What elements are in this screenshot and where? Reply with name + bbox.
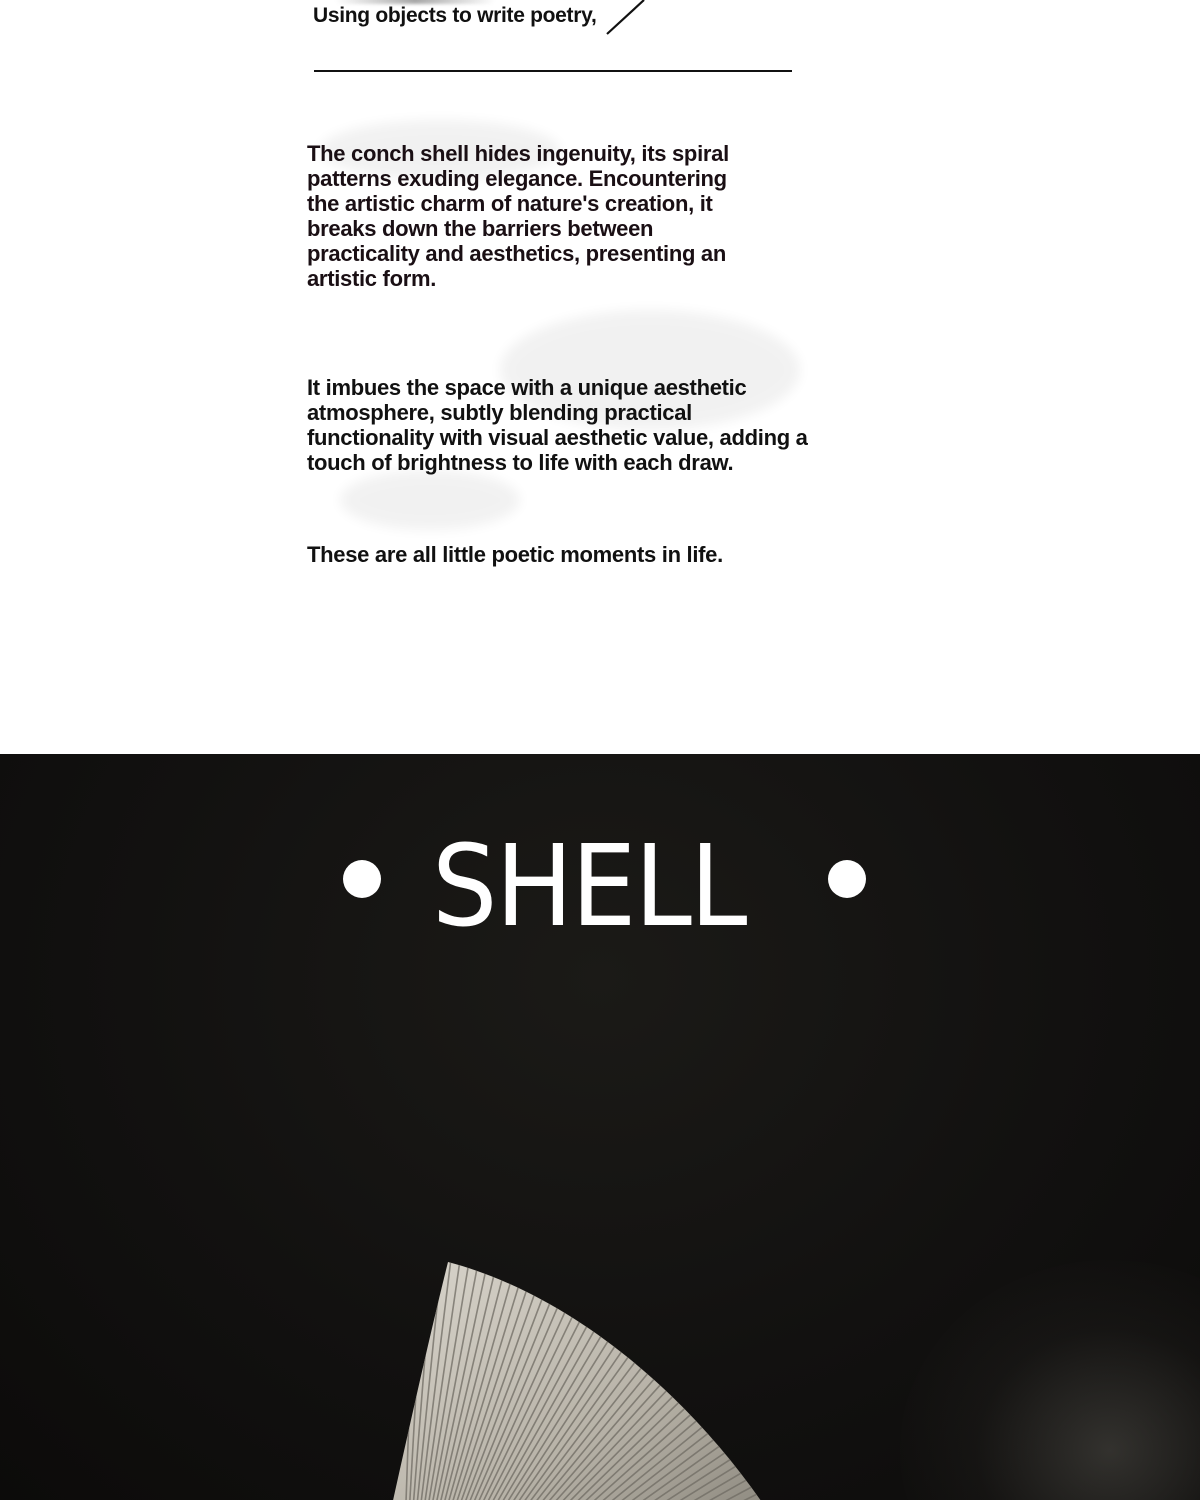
hero-section: [0, 754, 1200, 1500]
paragraph-conch-shell: The conch shell hides ingenuity, its spiral patterns exuding elegance. Encountering the artistic charm of nature's creation, it breaks down the barriers between practicality and aesthetics, presenting an artistic form.: [307, 141, 729, 291]
background-glow: [900, 1260, 1200, 1500]
tagline: Using objects to write poetry,: [313, 4, 597, 27]
ribbed-shell-image: [340, 1254, 860, 1500]
section-divider: [314, 70, 792, 72]
left-dot-ornament: [343, 860, 381, 898]
right-dot-ornament: [828, 860, 866, 898]
paragraph-poetic-moments: These are all little poetic moments in life.: [307, 542, 723, 567]
brand-title: SHELL: [432, 822, 746, 952]
slash-decoration-icon: [600, 0, 650, 40]
paragraph-aesthetic-atmosphere: It imbues the space with a unique aesthetic atmosphere, subtly blending practical functionality with visual aesthetic value, adding a touch of brightness to life with each draw.: [307, 375, 808, 475]
